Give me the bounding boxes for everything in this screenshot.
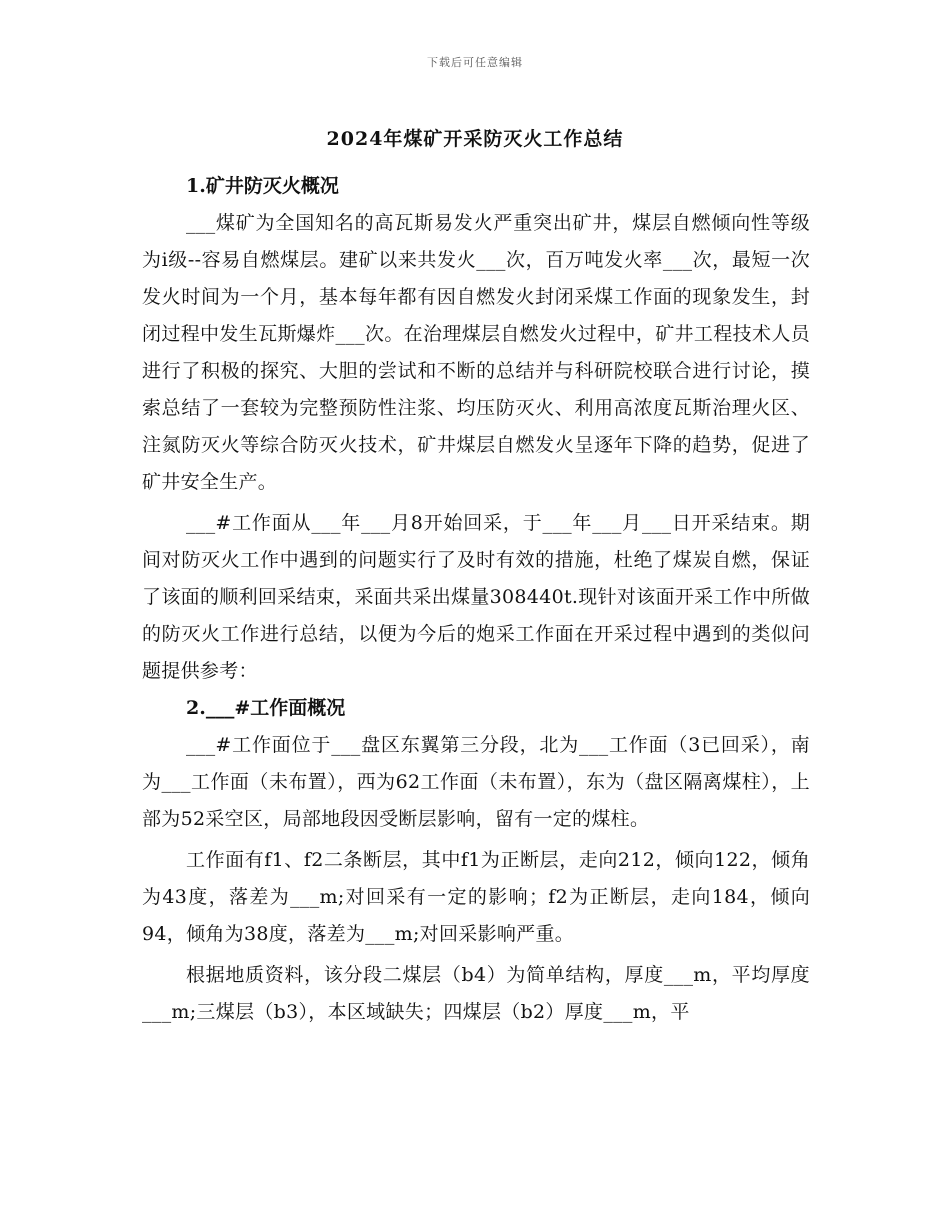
section-heading: 1.矿井防灭火概况 xyxy=(186,175,339,197)
paragraph: ___#工作面位于___盘区东翼第三分段，北为___工作面（3已回采），南为___工作面（未布置），西为62工作面（未布置），东为（盘区隔离煤柱），上部为52采空区，局部地段因受断层影响，留有一定的煤柱。 xyxy=(142,734,810,830)
paragraph: 根据地质资料，该分段二煤层（b4）为简单结构，厚度___m，平均厚度___m;三煤层（b3），本区域缺失；四煤层（b2）厚度___m，平 xyxy=(142,964,810,1023)
document-body xyxy=(142,168,810,1031)
header-note: 下载后可任意编辑 xyxy=(427,56,523,69)
section-1 xyxy=(142,168,810,690)
paragraph: ___#工作面从___年___月8开始回采，于___年___月___日开采结束。期间对防灭火工作中遇到的问题实行了及时有效的措施，杜绝了煤炭自燃，保证了该面的顺利回采结束，采面共采出煤量308440t.现针对该面开采工作中所做的防灭火工作进行总结，以便为今后的炮采工作面在开采过程中遇到的类似问题提供参考： xyxy=(142,512,810,682)
section-2 xyxy=(142,690,810,1031)
section-heading: 2.___#工作面概况 xyxy=(186,697,346,719)
paragraph: ___煤矿为全国知名的高瓦斯易发火严重突出矿井，煤层自燃倾向性等级为i级--容易自燃煤层。建矿以来共发火___次，百万吨发火率___次，最短一次发火时间为一个月，基本每年都有因自燃发火封闭采煤工作面的现象发生，封闭过程中发生瓦斯爆炸___次。在治理煤层自燃发火过程中，矿井工程技术人员进行了积极的探究、大胆的尝试和不断的总结并与科研院校联合进行讨论，摸索总结了一套较为完整预防性注浆、均压防灭火、利用高浓度瓦斯治理火区、注氮防灭火等综合防灭火技术，矿井煤层自燃发火呈逐年下降的趋势，促进了矿井安全生产。 xyxy=(142,212,810,493)
document-title: 2024年煤矿开采防灭火工作总结 xyxy=(326,128,624,150)
paragraph: 工作面有f1、f2二条断层，其中f1为正断层，走向212，倾向122，倾角为43度，落差为___m;对回采有一定的影响；f2为正断层，走向184，倾向94，倾角为38度，落差为___m;对回采影响严重。 xyxy=(142,849,810,945)
